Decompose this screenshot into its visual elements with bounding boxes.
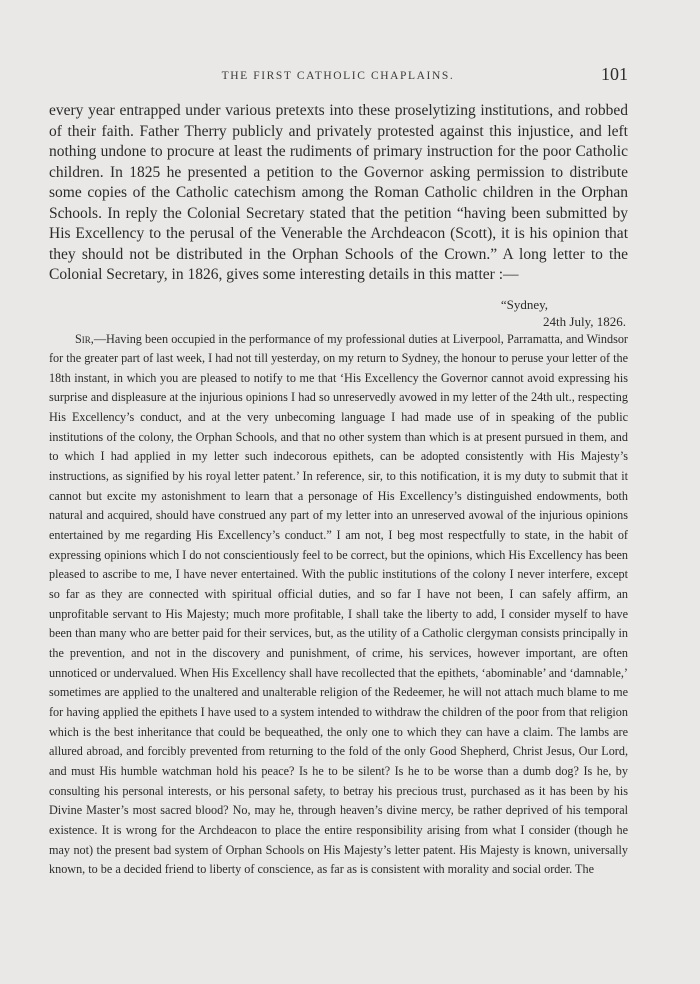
letter-body [49, 330, 628, 880]
letter-salutation: Sir, [75, 331, 94, 346]
page-number: 101 [601, 64, 628, 84]
running-title: THE FIRST CATHOLIC CHAPLAINS. [221, 70, 455, 82]
intro-paragraph: every year entrapped under various pretexts into these proselytizing institutions, and robbed of their faith. Father Therry publicly and privately protested against this injustice, and left nothing undone to procure at least the rudiments of primary instruction for the poor Catholic children. In 1825 he presented a petition to the Governor asking permission to distribute some copies of the Catholic catechism among the Roman Catholic children in the Orphan Schools. In reply the Colonial Secretary stated that the petition “having been submitted by His Excellency to the perusal of the Venerable the Archdeacon (Scott), it is his opinion that they should not be distributed in the Orphan Schools of the Crown.” A long letter to the Colonial Secretary, in 1826, gives some interesting details in this matter :— [49, 102, 628, 283]
letter-place: “Sydney, [500, 296, 548, 312]
letter-heading [49, 296, 628, 330]
page-body [49, 101, 628, 880]
page-header [48, 64, 628, 88]
letter-text: —Having been occupied in the performance of my professional duties at Liverpool, Parramatta, and Windsor for the greater part of last week, I had not till yesterday, on my return to Sydney, the honour to peruse your letter of the 18th instant, in which you are pleased to notify to me that ‘His Excellency the Governor cannot avoid expressing his surprise and displeasure at the injurious opinions I had so unreservedly avowed in my letter of the 24th ult., respecting His Excellency’s conduct, and at the very unbecoming language I had made use of in speaking of the public institutions of the colony, the Orphan Schools, and that no other system than which is at present pursued in them, and to which I had applied in my letter such indecorous epithets, can be adopted consistently with His Majesty’s instructions, as signified by his royal letter patent.’ In reference, sir, to this notification, it is my duty to submit that it cannot but excite my astonishment to learn that a personage of His Excellency’s distinguished endowments, both natural and acquired, should have construed any part of my letter into an unreserved avowal of the injurious opinions entertained by me regarding His Excellency’s conduct.” I am not, I beg most respectfully to state, in the habit of expressing opinions which I do not conscientiously feel to be correct, but the opinions, which His Excellency has been pleased to ascribe to me, I have never entertained. With the public institutions of the colony I never interfere, except so far as they are connected with spiritual official duties, and so far I have not been, I can safely affirm, an unprofitable servant to His Majesty; much more profitable, I shall take the liberty to add, I consider myself to have been than many who are better paid for their services, but, as the utility of a Catholic clergyman consists principally in the prevention, and not in the discovery and punishment, of crime, his services, however important, are often unnoticed or undervalued. When His Excellency shall have recollected that the epithets, ‘abominable’ and ‘damnable,’ sometimes are applied to the unaltered and unalterable religion of the Redeemer, he will not attach much blame to me for having applied the epithets I have used to a system intended to withdraw the children of the poor from that religion which is the best inheritance that could be bequeathed, the only one to which they can have a claim. The lambs are allured abroad, and forcibly prevented from returning to the fold of the only Good Shepherd, Christ Jesus, Our Lord, and must His humble watchman hold his peace? Is he to be silent? Is he to be worse than a dumb dog? Is he, by consulting his personal interests, or his personal safety, to betray his precious trust, purchased as it has been by his Divine Master’s most sacred blood? No, may he, through heaven’s divine mercy, be rather deprived of his temporal existence. It is wrong for the Archdeacon to place the entire responsibility arising from what I consider (though he may not) the present bad system of Orphan Schools on His Majesty’s letter patent. His Majesty is known, universally known, to be a decided friend to liberty of conscience, as far as is consistent with morality and social order. The [49, 331, 628, 877]
letter-date: 24th July, 1826. [543, 313, 626, 329]
